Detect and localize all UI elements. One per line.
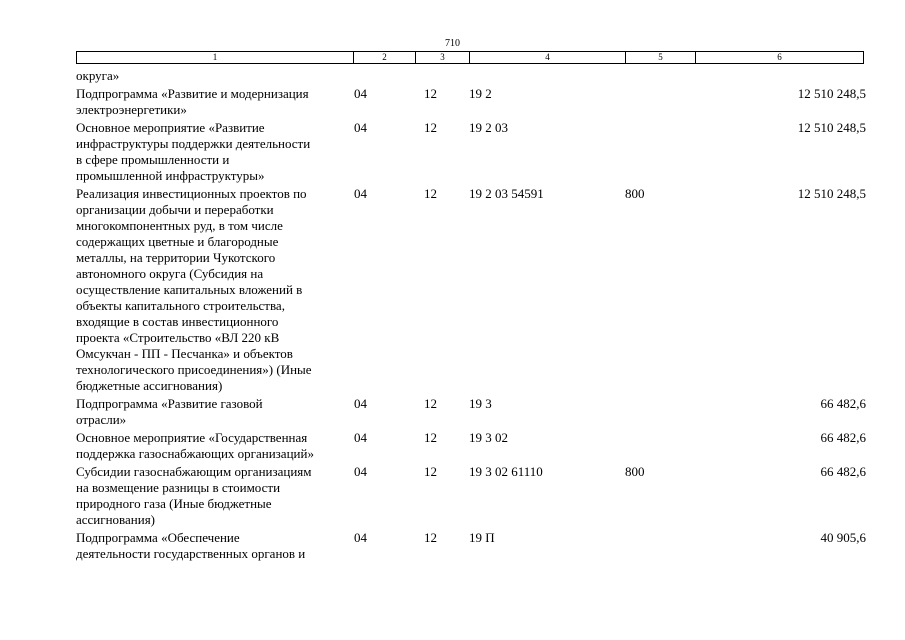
row-section	[353, 68, 415, 84]
row-target-code	[469, 68, 625, 84]
row-target-code: 19 3 02 61110	[469, 464, 543, 479]
column-number-header	[76, 51, 864, 64]
row-expense-type	[625, 68, 695, 84]
header-col-1: 1	[77, 52, 354, 64]
row-subsection: 12	[424, 120, 437, 135]
row-amount: 40 905,6	[820, 530, 866, 545]
row-name: Основное мероприятие «Государственная поддержка газоснабжающих организаций»	[76, 430, 314, 461]
header-col-4: 4	[470, 52, 626, 64]
table-row	[76, 430, 866, 462]
header-col-6: 6	[696, 52, 864, 64]
row-name: Реализация инвестиционных проектов по организации добычи и переработки многокомпонентных руд, в том числе содержащих цветные и благородные металлы, на территории Чукотского автономного округа (Субсидия на осуществление капитальных вложений в объекты капитального строительства, входящие в состав инвестиционного проекта «Строительство «ВЛ 220 кВ Омсукчан - ПП - Песчанка» и объектов технологического присоединения») (Иные бюджетные ассигнования)	[76, 186, 312, 393]
row-section: 04	[354, 464, 367, 479]
row-subsection: 12	[424, 464, 437, 479]
row-section: 04	[354, 396, 367, 411]
row-amount: 12 510 248,5	[797, 86, 866, 101]
row-subsection: 12	[424, 186, 437, 201]
row-section: 04	[354, 430, 367, 445]
table-row	[76, 464, 866, 528]
row-name: Подпрограмма «Обеспечение деятельности государственных органов и	[76, 530, 306, 561]
table-row	[76, 530, 866, 562]
table-row	[76, 68, 866, 84]
budget-table-body	[76, 68, 866, 564]
row-expense-type	[625, 120, 695, 184]
row-expense-type	[625, 86, 695, 118]
row-amount: 66 482,6	[820, 396, 866, 411]
row-amount: 12 510 248,5	[797, 186, 866, 201]
table-row	[76, 86, 866, 118]
row-target-code: 19 2	[469, 86, 492, 101]
header-col-2: 2	[354, 52, 416, 64]
row-name: Подпрограмма «Развитие и модернизация электроэнергетики»	[76, 86, 309, 117]
row-name: округа»	[76, 68, 120, 83]
row-expense-type: 800	[625, 464, 645, 479]
row-subsection: 12	[424, 86, 437, 101]
row-subsection: 12	[424, 530, 437, 545]
row-name: Подпрограмма «Развитие газовой отрасли»	[76, 396, 263, 427]
table-row	[76, 186, 866, 394]
row-target-code: 19 3	[469, 396, 492, 411]
row-subsection: 12	[424, 396, 437, 411]
row-section: 04	[354, 530, 367, 545]
row-expense-type	[625, 530, 695, 562]
row-expense-type: 800	[625, 186, 645, 201]
row-subsection: 12	[424, 430, 437, 445]
table-row	[76, 120, 866, 184]
row-target-code: 19 П	[469, 530, 495, 545]
row-target-code: 19 3 02	[469, 430, 508, 445]
row-amount: 66 482,6	[820, 430, 866, 445]
row-amount	[695, 68, 866, 84]
row-expense-type	[625, 430, 695, 462]
row-expense-type	[625, 396, 695, 428]
row-name: Субсидии газоснабжающим организациям на возмещение разницы в стоимости природного газа (Иные бюджетные ассигнования)	[76, 464, 312, 527]
header-col-3: 3	[416, 52, 470, 64]
row-section: 04	[354, 186, 367, 201]
row-target-code: 19 2 03 54591	[469, 186, 544, 201]
page-number: 710	[445, 38, 460, 49]
row-name: Основное мероприятие «Развитие инфраструктуры поддержки деятельности в сфере промышленности и промышленной инфраструктуры»	[76, 120, 311, 183]
row-section: 04	[354, 86, 367, 101]
row-subsection	[415, 68, 469, 84]
row-target-code: 19 2 03	[469, 120, 508, 135]
table-row	[76, 396, 866, 428]
row-section: 04	[354, 120, 367, 135]
row-amount: 12 510 248,5	[797, 120, 866, 135]
header-col-5: 5	[626, 52, 696, 64]
row-amount: 66 482,6	[820, 464, 866, 479]
